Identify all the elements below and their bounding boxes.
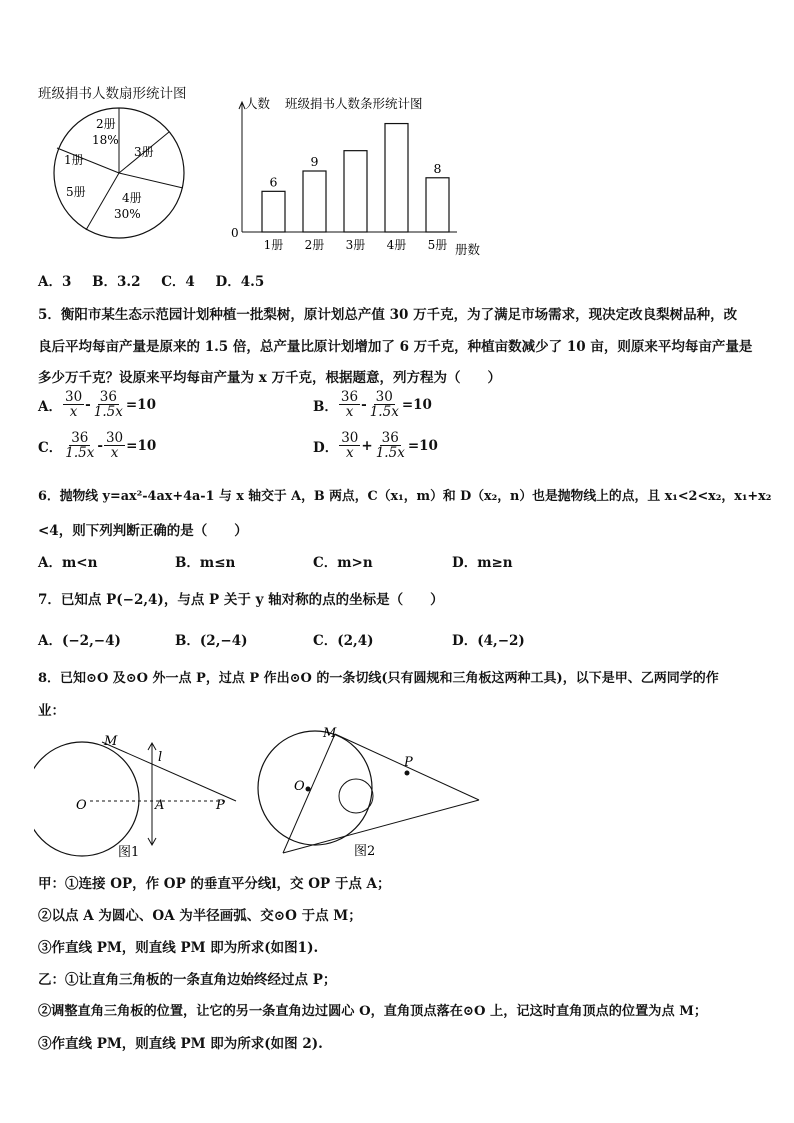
bar-3: [344, 151, 367, 232]
bar-value-label: 9: [310, 154, 319, 169]
label-p: P: [404, 755, 413, 770]
q5-option-d: D． $\frac{30}{x}$ + $\frac{36}{1.5x}$ =10: [313, 430, 438, 462]
category-label: 2册: [304, 238, 325, 252]
q6-option-c: C．m>n: [313, 555, 373, 571]
label-a: A: [155, 798, 165, 813]
q8-stem-line1: 8．已知⊙O 及⊙O 外一点 P，过点 P 作出⊙O 的一条切线(只有圆规和三角板这两种工具)，以下是甲、乙两同学的作: [38, 671, 719, 686]
q8-step-2: ②以点 A 为圆心、OA 为半径画弧、交⊙O 于点 M；: [38, 908, 362, 924]
q5-option-c: C． $\frac{36}{1.5x}$ - $\frac{30}{x}$ =10: [38, 430, 157, 462]
q5-stem-line3: 多少万千克？设原来平均每亩产量为 x 万千克，根据题意，列方程为（ ）: [38, 370, 501, 386]
category-label: 1册: [263, 238, 284, 252]
label-m: M: [104, 734, 118, 749]
bar-chart-ylabel: 人数: [245, 96, 271, 111]
bar-2: [303, 171, 326, 232]
tangent-pm: [102, 742, 236, 801]
q6-option-d: D．m≥n: [452, 555, 513, 571]
q6-option-a: A．m<n: [38, 555, 98, 571]
category-label: 5册: [427, 238, 448, 252]
pie-label-3: 3册: [134, 145, 154, 159]
pie-chart-title: 班级捐书人数扇形统计图: [38, 86, 187, 102]
small-circle: [339, 779, 373, 813]
pie-label-2: 2册: [96, 117, 116, 131]
label-o: O: [76, 798, 87, 813]
bar-chart: [225, 90, 500, 260]
q8-stem-line2: 业：: [38, 703, 65, 719]
q8-step-5: ②调整直角三角板的位置，让它的另一条直角边过圆心 O，直角顶点落在⊙O 上，记这时直角顶点的位置为点 M；: [38, 1004, 708, 1019]
q5-option-a: A． $\frac{30}{x}$ - $\frac{36}{1.5x}$ =10: [38, 389, 156, 421]
figure-1: [34, 728, 244, 860]
q7-option-c: C．(2,4): [313, 633, 374, 649]
pie-label-5: 5册: [66, 185, 86, 199]
label-o: O: [294, 779, 305, 794]
figure-2-caption: 图2: [354, 844, 376, 859]
category-label: 3册: [345, 238, 366, 252]
q6-stem-line1: 6．抛物线 y=ax²-4ax+4a-1 与 x 轴交于 A，B 两点，C（x₁，m）和 D（x₂，n）也是抛物线上的点，且 x₁<2<x₂，x₁+x₂: [38, 489, 772, 504]
q5-stem-line2: 良后平均每亩产量是原来的 1.5 倍，总产量比原计划增加了 6 万千克，种植亩数减少了 10 亩，则原来平均每亩产量是: [38, 339, 753, 355]
q4-option-c: C．4: [161, 274, 195, 290]
point-p: [405, 771, 410, 776]
q6-option-b: B．m≤n: [175, 555, 236, 571]
label-m: M: [323, 726, 337, 741]
q4-option-a: A．3: [38, 274, 72, 290]
q8-step-1: 甲：①连接 OP，作 OP 的垂直平分线l，交 OP 于点 A；: [38, 876, 391, 892]
pie-label-1: 1册: [64, 153, 84, 167]
label-l: l: [158, 750, 163, 765]
line-triangle-base: [283, 800, 479, 853]
pie-chart: [50, 104, 188, 242]
q4-option-b: B．3.2: [92, 274, 141, 290]
bar-chart-xlabel: 册数: [455, 242, 481, 257]
pie-divider: [119, 173, 183, 188]
q5-option-b: B． $\frac{36}{x}$ - $\frac{30}{1.5x}$ =10: [313, 389, 432, 421]
point-o: [306, 787, 311, 792]
bar-chart-title: 班级捐书人数条形统计图: [285, 96, 423, 111]
pie-pct-4: 30%: [114, 207, 141, 221]
q7-option-a: A．(−2,−4): [38, 633, 121, 649]
bar-value-label: 6: [269, 174, 278, 190]
figure-1-caption: 图1: [118, 845, 140, 860]
circle-o: [258, 731, 372, 845]
q8-step-4: 乙：①让直角三角板的一条直角边始终经过点 P；: [38, 972, 337, 988]
q4-options: [38, 270, 264, 290]
pie-divider: [86, 173, 119, 230]
category-label: 4册: [386, 238, 407, 252]
pie-pct-2: 18%: [92, 133, 119, 147]
figure-2: [255, 724, 490, 860]
origin-label: 0: [231, 226, 239, 240]
q5-stem-line1: 5．衡阳市某生态示范园计划种植一批梨树，原计划总产值 30 万千克，为了满足市场需求，现决定改良梨树品种，改: [38, 307, 738, 323]
line-mo: [283, 734, 335, 853]
bar-5: [426, 178, 449, 232]
q8-step-3: ③作直线 PM，则直线 PM 即为所求(如图1).: [38, 940, 319, 956]
q7-option-d: D．(4,−2): [452, 633, 525, 649]
label-p: P: [216, 798, 225, 813]
q7-stem: 7．已知点 P(−2,4)，与点 P 关于 y 轴对称的点的坐标是（ ）: [38, 592, 444, 608]
q8-step-6: ③作直线 PM，则直线 PM 即为所求(如图 2).: [38, 1036, 323, 1052]
q4-option-d: D．4.5: [215, 274, 265, 290]
pie-label-4: 4册: [122, 191, 142, 205]
bar-1: [262, 191, 285, 232]
q7-option-b: B．(2,−4): [175, 633, 248, 649]
bar-value-label: 8: [433, 160, 442, 176]
bar-4: [385, 124, 408, 232]
q6-stem-line2: <4，则下列判断正确的是（ ）: [38, 523, 248, 539]
